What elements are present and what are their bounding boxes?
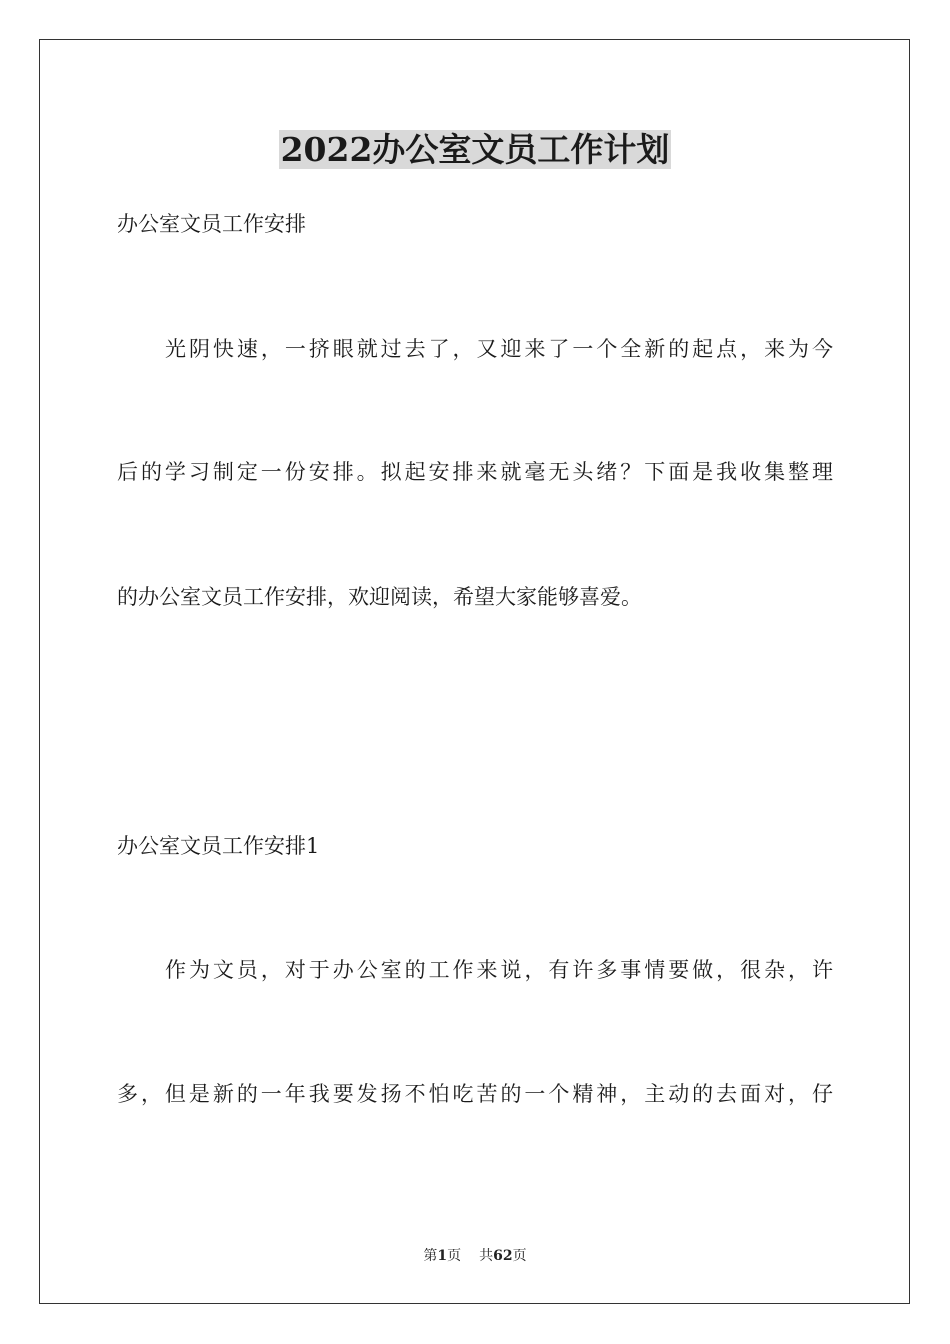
section-heading: 办公室文员工作安排1	[117, 834, 320, 858]
total-label-prefix: 共	[479, 1248, 494, 1264]
page-label-unit: 页	[447, 1248, 462, 1264]
page-number: 1	[437, 1248, 448, 1264]
paragraph-line: 作为文员，对于办公室的工作来说，有许多事情要做，很杂，许	[165, 958, 833, 982]
page-footer	[0, 1246, 950, 1266]
paragraph-line: 的办公室文员工作安排，欢迎阅读，希望大家能够喜爱。	[117, 585, 642, 609]
total-label-unit: 页	[512, 1248, 527, 1264]
page-label-prefix: 第	[423, 1248, 438, 1264]
paragraph-line: 光阴快速，一挤眼就过去了，又迎来了一个全新的起点，来为今	[165, 337, 833, 361]
page-total: 62	[493, 1248, 513, 1264]
section-heading: 办公室文员工作安排	[117, 212, 306, 236]
document-title	[0, 128, 950, 172]
document-title-text: 2022办公室文员工作计划	[280, 130, 670, 169]
paragraph-line: 后的学习制定一份安排。拟起安排来就毫无头绪？下面是我收集整理	[117, 460, 833, 484]
paragraph-line: 多，但是新的一年我要发扬不怕吃苦的一个精神，主动的去面对，仔	[117, 1082, 833, 1106]
